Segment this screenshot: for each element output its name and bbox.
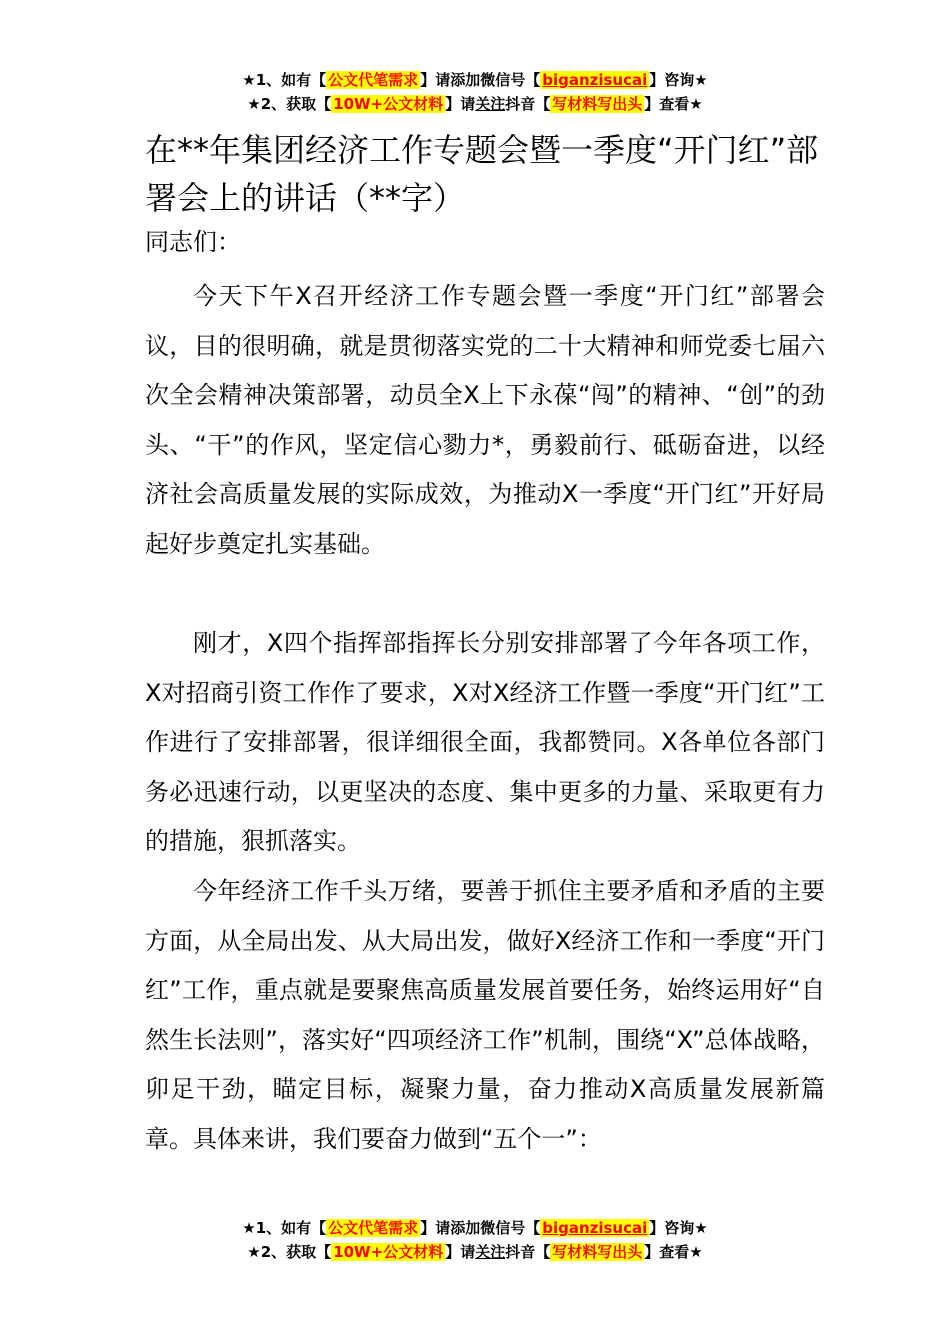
- promo-line-1: [0, 68, 950, 92]
- body-paragraph: 今天下午X召开经济工作专题会暨一季度“开门红”部署会议，目的很明确，就是贯彻落实党的二十大精神和师党委七届六次全会精神决策部署，动员全X上下永葆“闯”的精神、“创”的劲头、“干”的作风，坚定信心勠力*，勇毅前行、砥砺奋进，以经济社会高质量发展的实际成效，为推动X一季度“开门红”开好局起好步奠定扎实基础。: [145, 282, 825, 558]
- promo-text: ★2、获取【: [247, 95, 332, 113]
- promo-text-underlined: 关注: [475, 1243, 506, 1261]
- promo-text: 】查看★: [644, 95, 703, 113]
- promo-text: ★2、获取【: [247, 1243, 332, 1261]
- promo-text: 抖音【: [505, 1243, 551, 1261]
- promo-text: 】请添加微信号【: [420, 1219, 541, 1237]
- salutation: 同志们：: [145, 228, 241, 256]
- promo-highlight: 10W+公文材料: [333, 95, 444, 113]
- promo-banner-bottom: [0, 1216, 950, 1264]
- promo-text: 】请: [445, 95, 476, 113]
- promo-line-1: [0, 1216, 950, 1240]
- promo-text: 】咨询★: [649, 71, 708, 89]
- promo-text: 】请: [445, 1243, 476, 1261]
- body-paragraph: 今年经济工作千头万绪，要善于抓住主要矛盾和矛盾的主要方面，从全局出发、从大局出发，做好X经济工作和一季度“开门红”工作，重点就是要聚焦高质量发展首要任务，始终运用好“自然生长法则”，落实好“四项经济工作”机制，围绕“X”总体战略，卯足干劲，瞄定目标，凝聚力量，奋力推动X高质量发展新篇章。具体来讲，我们要奋力做到“五个一”：: [145, 877, 825, 1153]
- promo-text: 】查看★: [644, 1243, 703, 1261]
- document-title: 在**年集团经济工作专题会暨一季度“开门红”部署会上的讲话（**字）: [145, 131, 819, 217]
- promo-highlight: 10W+公文材料: [333, 1243, 444, 1261]
- promo-text: 】咨询★: [649, 1219, 708, 1237]
- promo-text: 】请添加微信号【: [420, 71, 541, 89]
- promo-text: ★1、如有【: [242, 71, 327, 89]
- promo-line-2: [0, 92, 950, 116]
- promo-line-2: [0, 1240, 950, 1264]
- wechat-id: biganzisucai: [542, 1219, 648, 1237]
- promo-text: ★1、如有【: [242, 1219, 327, 1237]
- promo-text: 抖音【: [505, 95, 551, 113]
- wechat-id: biganzisucai: [542, 71, 648, 89]
- promo-highlight: 写材料写出头: [552, 1243, 643, 1261]
- promo-highlight: 写材料写出头: [552, 95, 643, 113]
- promo-text-underlined: 关注: [475, 95, 506, 113]
- promo-highlight: 公文代笔需求: [328, 71, 419, 89]
- promo-banner-top: [0, 68, 950, 116]
- body-paragraph: 刚才，X四个指挥部指挥长分别安排部署了今年各项工作，X对招商引资工作作了要求，X对X经济工作暨一季度“开门红”工作进行了安排部署，很详细很全面，我都赞同。X各单位各部门务必迅速行动，以更坚决的态度、集中更多的力量、采取更有力的措施，狠抓落实。: [145, 629, 825, 855]
- promo-highlight: 公文代笔需求: [328, 1219, 419, 1237]
